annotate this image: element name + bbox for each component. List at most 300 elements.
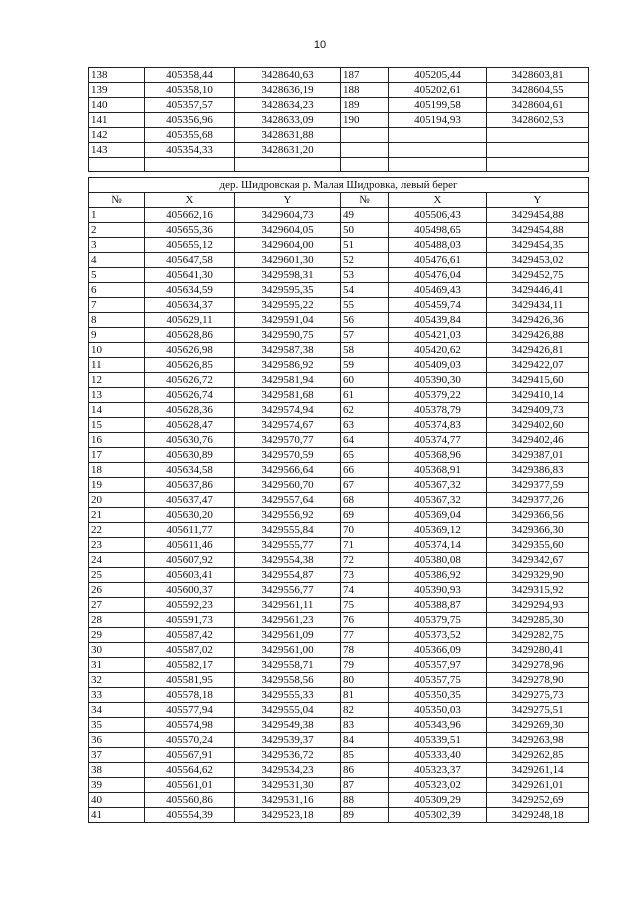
point-number: 88 xyxy=(341,793,389,808)
point-number: 13 xyxy=(89,388,145,403)
point-number: 66 xyxy=(341,463,389,478)
point-number: 59 xyxy=(341,358,389,373)
coord-x: 405634,58 xyxy=(145,463,235,478)
coord-x: 405205,44 xyxy=(389,68,487,83)
coord-x: 405439,84 xyxy=(389,313,487,328)
coord-x: 405626,72 xyxy=(145,373,235,388)
table-row xyxy=(89,463,589,478)
table-row xyxy=(89,493,589,508)
coord-x: 405634,59 xyxy=(145,283,235,298)
coord-y: 3429262,85 xyxy=(487,748,589,763)
point-number: 11 xyxy=(89,358,145,373)
point-number: 31 xyxy=(89,658,145,673)
table-row xyxy=(89,268,589,283)
point-number: 19 xyxy=(89,478,145,493)
coord-x: 405637,86 xyxy=(145,478,235,493)
point-number: 61 xyxy=(341,388,389,403)
point-number: 5 xyxy=(89,268,145,283)
table-row xyxy=(89,208,589,223)
table-row xyxy=(89,688,589,703)
point-number: 54 xyxy=(341,283,389,298)
coord-y: 3429377,59 xyxy=(487,478,589,493)
coord-y: 3428640,63 xyxy=(235,68,341,83)
point-number: 50 xyxy=(341,223,389,238)
table-row xyxy=(89,68,589,83)
point-number: 24 xyxy=(89,553,145,568)
table-row xyxy=(89,538,589,553)
coord-x: 405368,96 xyxy=(389,448,487,463)
table-row xyxy=(89,418,589,433)
coord-x: 405350,03 xyxy=(389,703,487,718)
table-row xyxy=(89,373,589,388)
point-number xyxy=(341,143,389,158)
point-number: 2 xyxy=(89,223,145,238)
point-number: 188 xyxy=(341,83,389,98)
coord-x: 405574,98 xyxy=(145,718,235,733)
point-number: 6 xyxy=(89,283,145,298)
table-row xyxy=(89,238,589,253)
coord-x: 405641,30 xyxy=(145,268,235,283)
point-number: 58 xyxy=(341,343,389,358)
coordinates-table-shidrovskaya xyxy=(88,177,589,823)
table-row xyxy=(89,553,589,568)
coord-x: 405388,87 xyxy=(389,598,487,613)
section-title: дер. Шидровская р. Малая Шидровка, левый берег xyxy=(89,178,589,193)
coord-y: 3429387,01 xyxy=(487,448,589,463)
coord-x: 405582,17 xyxy=(145,658,235,673)
point-number: 140 xyxy=(89,98,145,113)
coord-x: 405343,96 xyxy=(389,718,487,733)
coord-x: 405350,35 xyxy=(389,688,487,703)
coord-x: 405603,41 xyxy=(145,568,235,583)
coord-y: 3429590,75 xyxy=(235,328,341,343)
coord-x: 405369,12 xyxy=(389,523,487,538)
coord-y: 3429598,31 xyxy=(235,268,341,283)
table-row xyxy=(89,718,589,733)
table-row xyxy=(89,388,589,403)
point-number: 35 xyxy=(89,718,145,733)
coord-y: 3429581,94 xyxy=(235,373,341,388)
coord-y: 3429278,96 xyxy=(487,658,589,673)
point-number: 89 xyxy=(341,808,389,823)
coord-x: 405194,93 xyxy=(389,113,487,128)
point-number: 74 xyxy=(341,583,389,598)
point-number xyxy=(341,158,389,172)
point-number: 80 xyxy=(341,673,389,688)
table-row xyxy=(89,158,589,172)
coord-x: 405581,95 xyxy=(145,673,235,688)
coord-y: 3429275,51 xyxy=(487,703,589,718)
coord-y: 3429549,38 xyxy=(235,718,341,733)
coord-y: 3429278,90 xyxy=(487,673,589,688)
point-number: 1 xyxy=(89,208,145,223)
table-row xyxy=(89,733,589,748)
point-number: 36 xyxy=(89,733,145,748)
point-number: 16 xyxy=(89,433,145,448)
coord-x: 405611,46 xyxy=(145,538,235,553)
coord-y: 3429570,77 xyxy=(235,433,341,448)
coord-y: 3429595,35 xyxy=(235,283,341,298)
coord-x: 405587,02 xyxy=(145,643,235,658)
point-number: 84 xyxy=(341,733,389,748)
coord-y: 3428634,23 xyxy=(235,98,341,113)
coord-x: 405629,11 xyxy=(145,313,235,328)
coord-x: 405369,04 xyxy=(389,508,487,523)
point-number: 187 xyxy=(341,68,389,83)
coord-y: 3429252,69 xyxy=(487,793,589,808)
point-number: 20 xyxy=(89,493,145,508)
coord-x: 405506,43 xyxy=(389,208,487,223)
table-row xyxy=(89,763,589,778)
coord-x: 405570,24 xyxy=(145,733,235,748)
table-row xyxy=(89,143,589,158)
point-number: 28 xyxy=(89,613,145,628)
coord-y: 3429601,30 xyxy=(235,253,341,268)
point-number: 9 xyxy=(89,328,145,343)
coord-y: 3428631,88 xyxy=(235,128,341,143)
point-number: 190 xyxy=(341,113,389,128)
point-number: 17 xyxy=(89,448,145,463)
coord-x: 405600,37 xyxy=(145,583,235,598)
coord-y: 3429587,38 xyxy=(235,343,341,358)
coord-x: 405662,16 xyxy=(145,208,235,223)
coord-x: 405309,29 xyxy=(389,793,487,808)
point-number: 29 xyxy=(89,628,145,643)
coord-y: 3429554,87 xyxy=(235,568,341,583)
coord-y: 3429454,88 xyxy=(487,208,589,223)
coord-x: 405420,62 xyxy=(389,343,487,358)
point-number xyxy=(341,128,389,143)
coord-x: 405577,94 xyxy=(145,703,235,718)
coord-x: 405374,83 xyxy=(389,418,487,433)
coord-x: 405366,09 xyxy=(389,643,487,658)
table-row xyxy=(89,568,589,583)
coord-x: 405561,01 xyxy=(145,778,235,793)
coord-y: 3429342,67 xyxy=(487,553,589,568)
coord-x: 405374,14 xyxy=(389,538,487,553)
point-number: 3 xyxy=(89,238,145,253)
coordinates-table-top xyxy=(88,67,589,172)
point-number: 51 xyxy=(341,238,389,253)
coord-y: 3429581,68 xyxy=(235,388,341,403)
coord-y xyxy=(487,158,589,172)
header-row xyxy=(89,193,589,208)
point-number: 38 xyxy=(89,763,145,778)
coord-y: 3429574,67 xyxy=(235,418,341,433)
coord-x: 405630,76 xyxy=(145,433,235,448)
coord-y: 3429555,33 xyxy=(235,688,341,703)
coord-x xyxy=(389,143,487,158)
coord-x: 405591,73 xyxy=(145,613,235,628)
coord-y: 3429269,30 xyxy=(487,718,589,733)
coord-x xyxy=(389,158,487,172)
table-row xyxy=(89,98,589,113)
table-row xyxy=(89,748,589,763)
coord-x: 405587,42 xyxy=(145,628,235,643)
coord-y xyxy=(487,143,589,158)
point-number: 70 xyxy=(341,523,389,538)
point-number: 141 xyxy=(89,113,145,128)
coord-x: 405628,36 xyxy=(145,403,235,418)
coord-x: 405498,65 xyxy=(389,223,487,238)
coord-x: 405368,91 xyxy=(389,463,487,478)
coord-y: 3429604,05 xyxy=(235,223,341,238)
coord-y: 3429561,11 xyxy=(235,598,341,613)
coord-x: 405626,74 xyxy=(145,388,235,403)
point-number: 23 xyxy=(89,538,145,553)
coord-y xyxy=(487,128,589,143)
point-number: 60 xyxy=(341,373,389,388)
coord-x: 405554,39 xyxy=(145,808,235,823)
coord-y: 3429434,11 xyxy=(487,298,589,313)
coord-x: 405647,58 xyxy=(145,253,235,268)
header-number: № xyxy=(89,193,145,208)
coord-x: 405333,40 xyxy=(389,748,487,763)
coord-y: 3429453,02 xyxy=(487,253,589,268)
coord-x: 405354,33 xyxy=(145,143,235,158)
point-number: 26 xyxy=(89,583,145,598)
point-number: 56 xyxy=(341,313,389,328)
section-title-row xyxy=(89,178,589,193)
coord-y: 3428636,19 xyxy=(235,83,341,98)
coord-y: 3429446,41 xyxy=(487,283,589,298)
coord-y: 3429261,14 xyxy=(487,763,589,778)
coord-y: 3428604,61 xyxy=(487,98,589,113)
point-number: 33 xyxy=(89,688,145,703)
coord-x: 405202,61 xyxy=(389,83,487,98)
point-number: 142 xyxy=(89,128,145,143)
coord-y: 3429426,88 xyxy=(487,328,589,343)
coord-y: 3429452,75 xyxy=(487,268,589,283)
table-row xyxy=(89,298,589,313)
table-row xyxy=(89,223,589,238)
point-number: 139 xyxy=(89,83,145,98)
coord-y: 3429534,23 xyxy=(235,763,341,778)
point-number: 34 xyxy=(89,703,145,718)
coord-y: 3429558,71 xyxy=(235,658,341,673)
coord-x: 405323,02 xyxy=(389,778,487,793)
point-number: 41 xyxy=(89,808,145,823)
coord-y: 3429561,09 xyxy=(235,628,341,643)
coord-y: 3428631,20 xyxy=(235,143,341,158)
coord-x: 405567,91 xyxy=(145,748,235,763)
coord-x: 405628,47 xyxy=(145,418,235,433)
coord-x: 405421,03 xyxy=(389,328,487,343)
header-number: № xyxy=(341,193,389,208)
coord-x: 405358,44 xyxy=(145,68,235,83)
coord-y: 3429557,64 xyxy=(235,493,341,508)
coord-x: 405607,92 xyxy=(145,553,235,568)
coord-y: 3429595,22 xyxy=(235,298,341,313)
point-number: 55 xyxy=(341,298,389,313)
point-number xyxy=(89,158,145,172)
point-number: 62 xyxy=(341,403,389,418)
coord-x: 405199,58 xyxy=(389,98,487,113)
coord-y: 3429386,83 xyxy=(487,463,589,478)
table-row xyxy=(89,508,589,523)
coord-y: 3429561,23 xyxy=(235,613,341,628)
coord-x: 405380,08 xyxy=(389,553,487,568)
point-number: 72 xyxy=(341,553,389,568)
coord-y: 3429531,30 xyxy=(235,778,341,793)
coord-y: 3429556,77 xyxy=(235,583,341,598)
coord-y: 3429561,00 xyxy=(235,643,341,658)
coord-y: 3429454,35 xyxy=(487,238,589,253)
table-row xyxy=(89,83,589,98)
coord-x: 405578,18 xyxy=(145,688,235,703)
coord-y: 3429366,30 xyxy=(487,523,589,538)
point-number: 63 xyxy=(341,418,389,433)
coord-y: 3429555,04 xyxy=(235,703,341,718)
coord-x: 405390,93 xyxy=(389,583,487,598)
coord-x: 405379,75 xyxy=(389,613,487,628)
point-number: 22 xyxy=(89,523,145,538)
coord-y: 3428604,55 xyxy=(487,83,589,98)
table-row xyxy=(89,658,589,673)
point-number: 68 xyxy=(341,493,389,508)
coord-x xyxy=(145,158,235,172)
coord-x: 405379,22 xyxy=(389,388,487,403)
coord-x: 405564,62 xyxy=(145,763,235,778)
point-number: 21 xyxy=(89,508,145,523)
table-row xyxy=(89,673,589,688)
point-number: 82 xyxy=(341,703,389,718)
coord-y xyxy=(235,158,341,172)
point-number: 10 xyxy=(89,343,145,358)
point-number: 14 xyxy=(89,403,145,418)
table-row xyxy=(89,583,589,598)
coord-y: 3429280,41 xyxy=(487,643,589,658)
table-row xyxy=(89,328,589,343)
coord-y: 3429261,01 xyxy=(487,778,589,793)
coord-x: 405488,03 xyxy=(389,238,487,253)
point-number: 64 xyxy=(341,433,389,448)
coord-y: 3429604,73 xyxy=(235,208,341,223)
coord-y: 3429586,92 xyxy=(235,358,341,373)
point-number: 189 xyxy=(341,98,389,113)
point-number: 49 xyxy=(341,208,389,223)
coord-x: 405626,98 xyxy=(145,343,235,358)
point-number: 39 xyxy=(89,778,145,793)
table-row xyxy=(89,358,589,373)
table-row xyxy=(89,793,589,808)
coord-x: 405655,36 xyxy=(145,223,235,238)
point-number: 138 xyxy=(89,68,145,83)
coord-x: 405637,47 xyxy=(145,493,235,508)
coord-y: 3429426,36 xyxy=(487,313,589,328)
coord-x: 405367,32 xyxy=(389,478,487,493)
coord-y: 3429402,60 xyxy=(487,418,589,433)
point-number: 52 xyxy=(341,253,389,268)
table-row xyxy=(89,113,589,128)
coord-x: 405476,61 xyxy=(389,253,487,268)
point-number: 53 xyxy=(341,268,389,283)
coord-y: 3429531,16 xyxy=(235,793,341,808)
coord-x: 405630,20 xyxy=(145,508,235,523)
coord-y: 3429410,14 xyxy=(487,388,589,403)
coord-y: 3429555,84 xyxy=(235,523,341,538)
coord-x: 405655,12 xyxy=(145,238,235,253)
coord-y: 3429591,04 xyxy=(235,313,341,328)
table-row xyxy=(89,613,589,628)
coord-x: 405469,43 xyxy=(389,283,487,298)
coord-y: 3429377,26 xyxy=(487,493,589,508)
point-number: 81 xyxy=(341,688,389,703)
coord-y: 3429523,18 xyxy=(235,808,341,823)
coord-y: 3429282,75 xyxy=(487,628,589,643)
coord-y: 3429426,81 xyxy=(487,343,589,358)
point-number: 73 xyxy=(341,568,389,583)
coord-y: 3429263,98 xyxy=(487,733,589,748)
point-number: 57 xyxy=(341,328,389,343)
point-number: 4 xyxy=(89,253,145,268)
point-number: 37 xyxy=(89,748,145,763)
table-row xyxy=(89,448,589,463)
coord-y: 3429422,07 xyxy=(487,358,589,373)
table-row xyxy=(89,433,589,448)
coord-y: 3429558,56 xyxy=(235,673,341,688)
header-x: X xyxy=(145,193,235,208)
coord-x: 405373,52 xyxy=(389,628,487,643)
table-row xyxy=(89,523,589,538)
coord-y: 3429560,70 xyxy=(235,478,341,493)
point-number: 67 xyxy=(341,478,389,493)
coord-x: 405390,30 xyxy=(389,373,487,388)
coord-y: 3429315,92 xyxy=(487,583,589,598)
coord-x: 405367,32 xyxy=(389,493,487,508)
coord-x: 405357,75 xyxy=(389,673,487,688)
table-row xyxy=(89,313,589,328)
coord-x: 405357,97 xyxy=(389,658,487,673)
coord-x: 405357,57 xyxy=(145,98,235,113)
point-number: 86 xyxy=(341,763,389,778)
coord-y: 3429329,90 xyxy=(487,568,589,583)
coord-y: 3429366,56 xyxy=(487,508,589,523)
coord-x: 405409,03 xyxy=(389,358,487,373)
coord-y: 3429604,00 xyxy=(235,238,341,253)
coord-x: 405630,89 xyxy=(145,448,235,463)
table-row xyxy=(89,778,589,793)
point-number: 15 xyxy=(89,418,145,433)
coord-x xyxy=(389,128,487,143)
table-row xyxy=(89,343,589,358)
table-row xyxy=(89,703,589,718)
coord-y: 3428603,81 xyxy=(487,68,589,83)
header-y: Y xyxy=(235,193,341,208)
table-row xyxy=(89,643,589,658)
point-number: 65 xyxy=(341,448,389,463)
point-number: 78 xyxy=(341,643,389,658)
coord-y: 3429355,60 xyxy=(487,538,589,553)
table-row xyxy=(89,478,589,493)
coord-y: 3429554,38 xyxy=(235,553,341,568)
coord-x: 405355,68 xyxy=(145,128,235,143)
point-number: 87 xyxy=(341,778,389,793)
point-number: 8 xyxy=(89,313,145,328)
point-number: 85 xyxy=(341,748,389,763)
coord-y: 3429409,73 xyxy=(487,403,589,418)
coord-y: 3429454,88 xyxy=(487,223,589,238)
coord-y: 3429294,93 xyxy=(487,598,589,613)
coord-x: 405323,37 xyxy=(389,763,487,778)
coord-y: 3429285,30 xyxy=(487,613,589,628)
table-row xyxy=(89,808,589,823)
coord-y: 3428602,53 xyxy=(487,113,589,128)
point-number: 83 xyxy=(341,718,389,733)
point-number: 27 xyxy=(89,598,145,613)
point-number: 12 xyxy=(89,373,145,388)
coord-y: 3429556,92 xyxy=(235,508,341,523)
